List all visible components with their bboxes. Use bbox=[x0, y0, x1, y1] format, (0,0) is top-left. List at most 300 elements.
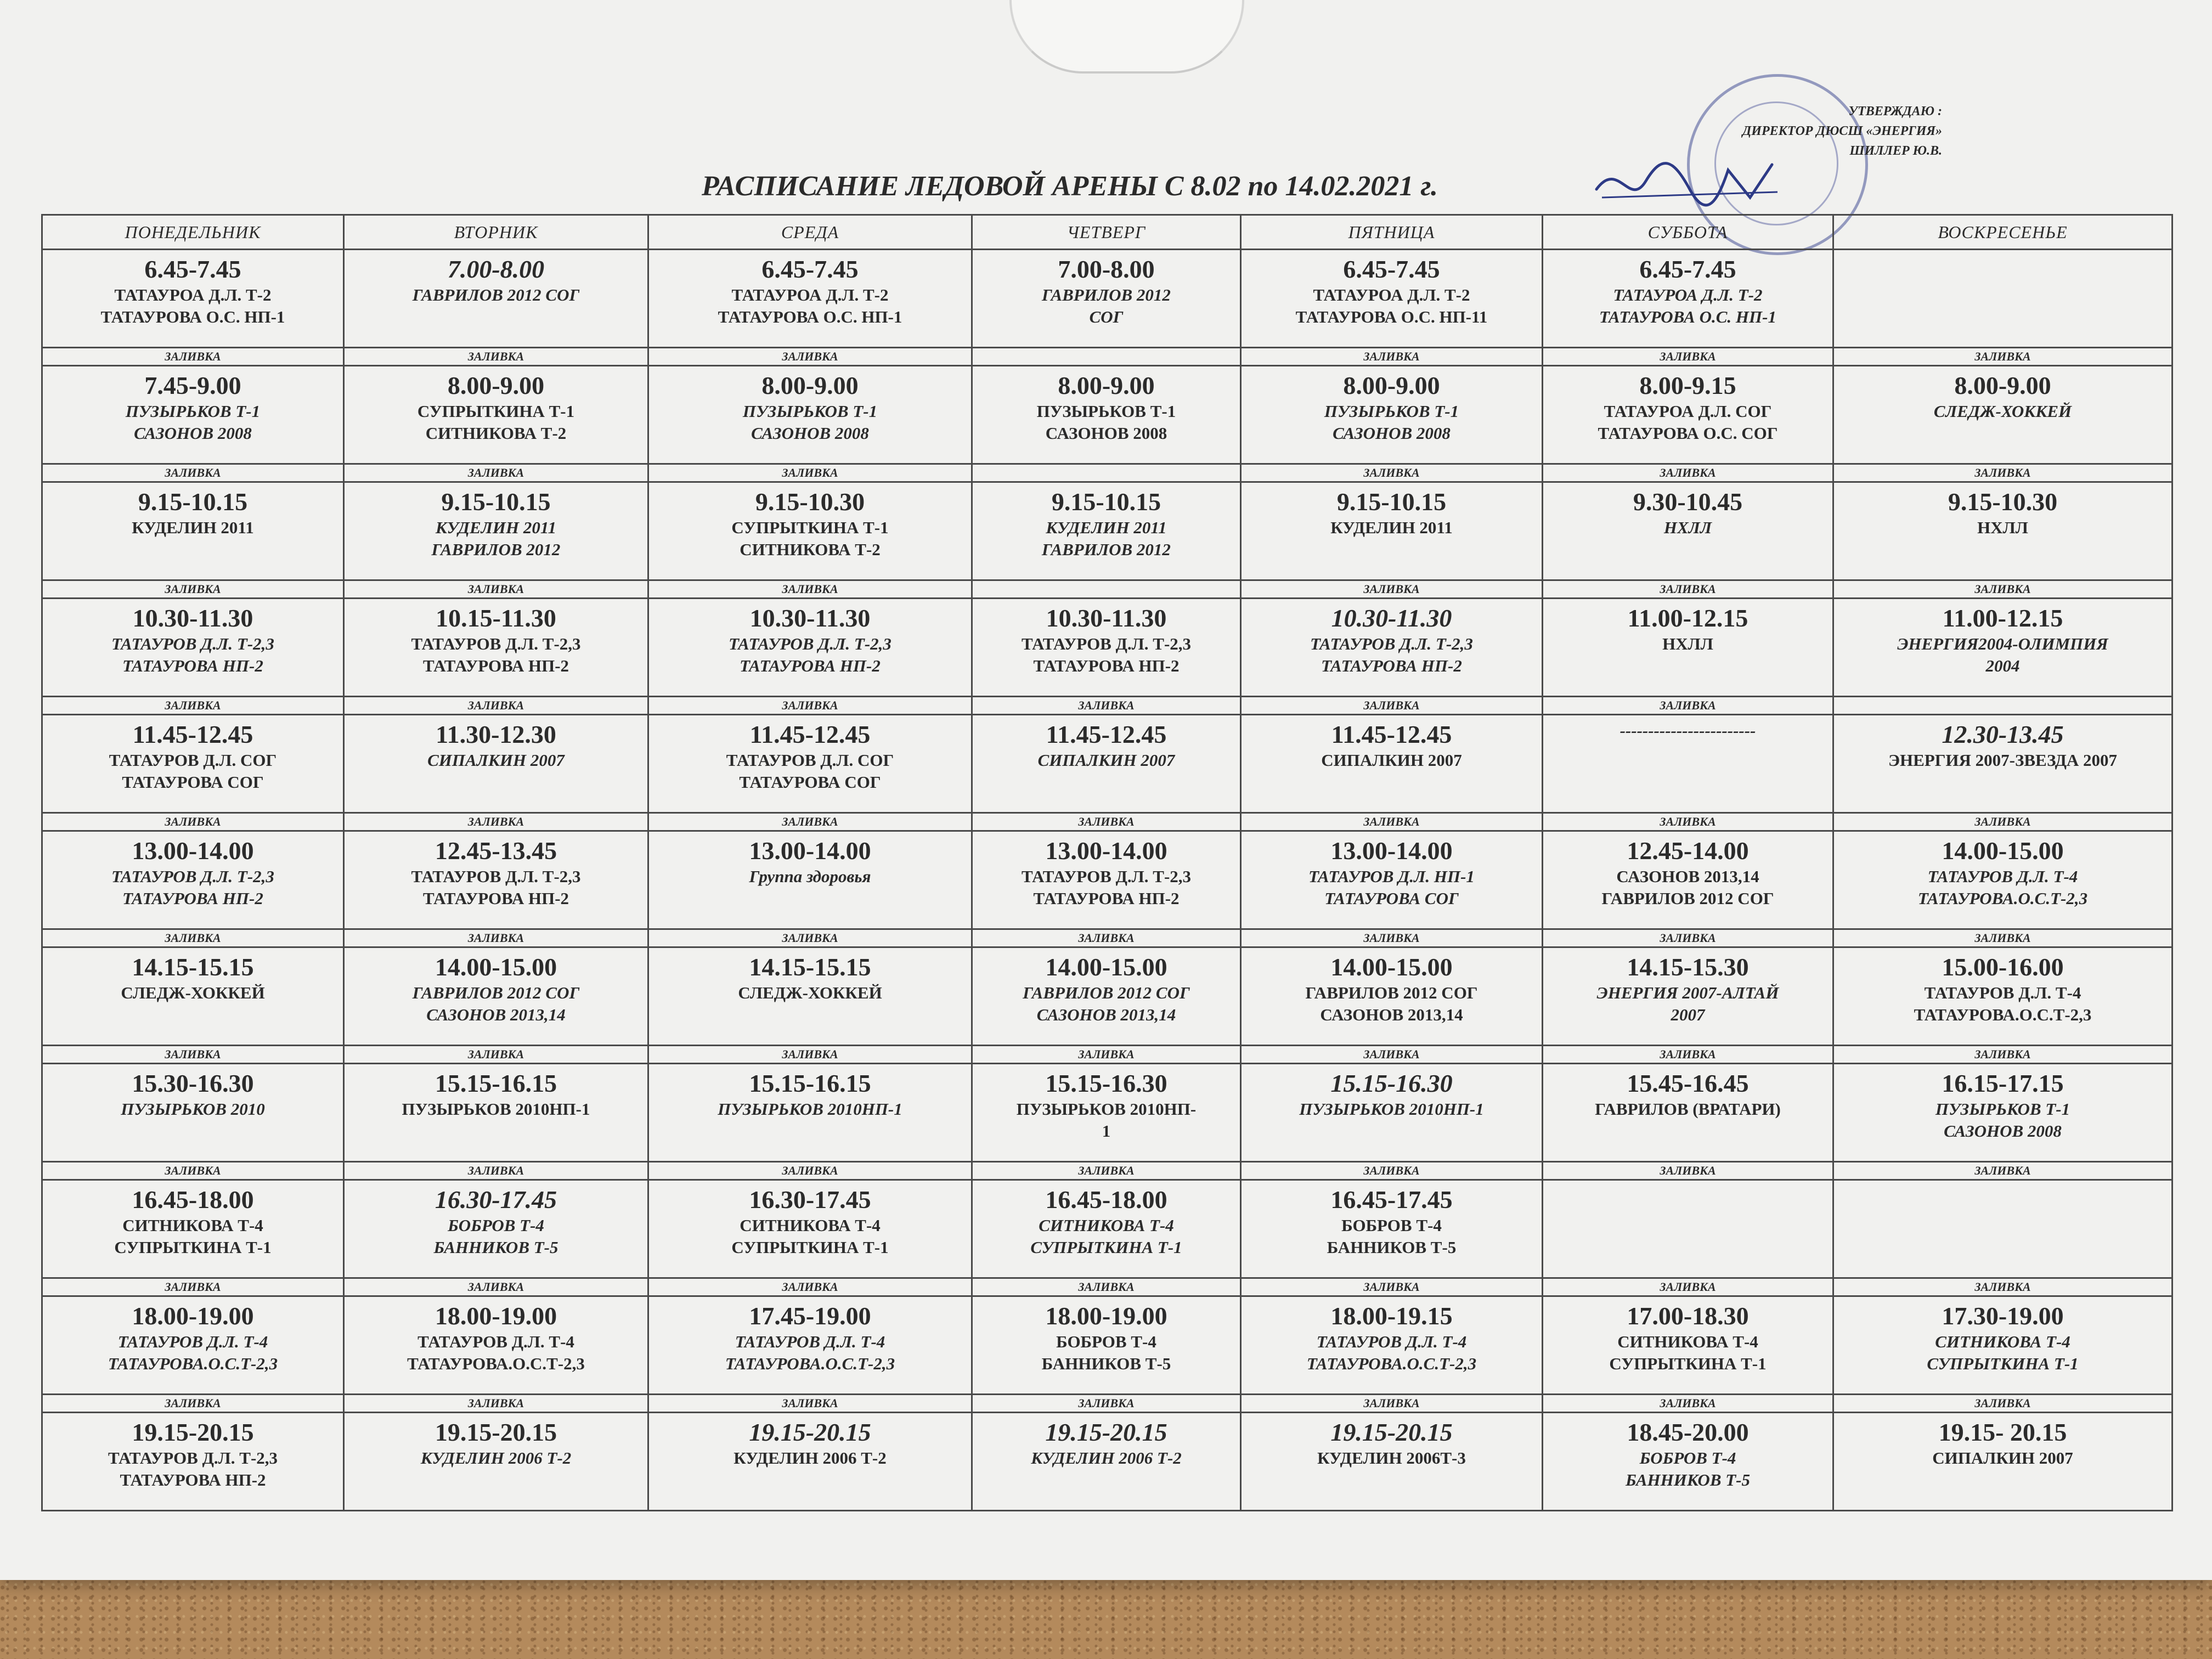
session-time: 10.30-11.30 bbox=[1046, 603, 1167, 632]
ice-fill-row bbox=[42, 1394, 2172, 1412]
schedule-cell bbox=[1543, 598, 1833, 696]
session-group: САЗОНОВ 2013,14 bbox=[1036, 1005, 1176, 1024]
approval-line-2: ДИРЕКТОР ДЮСШ «ЭНЕРГИЯ» bbox=[1742, 124, 1942, 138]
schedule-cell bbox=[344, 482, 648, 580]
session-time: 17.45-19.00 bbox=[749, 1301, 871, 1330]
ice-fill-label: ЗАЛИВКА bbox=[1543, 1394, 1833, 1412]
day-header: ВТОРНИК bbox=[344, 215, 648, 250]
session-group: ТАТАУРОВ Д.Л. Т-2,3 bbox=[411, 866, 581, 886]
session-time: 19.15-20.15 bbox=[1330, 1418, 1453, 1446]
ice-fill-row bbox=[42, 813, 2172, 831]
session-group: САЗОНОВ 2013,14 bbox=[1320, 1005, 1463, 1024]
ice-fill-label: ЗАЛИВКА bbox=[1543, 813, 1833, 831]
session-group: ТАТАУРОВА НП-2 bbox=[120, 1470, 266, 1489]
schedule-cell bbox=[344, 365, 648, 464]
session-group: БОБРОВ Т-4 bbox=[1341, 1215, 1442, 1235]
ice-fill-label: ЗАЛИВКА bbox=[1833, 348, 2172, 366]
session-group: ТАТАУРОВ Д.Л. Т-4 bbox=[117, 1331, 268, 1351]
session-group: КУДЕЛИН 2011 bbox=[435, 517, 557, 537]
ice-fill-label: ЗАЛИВКА bbox=[344, 1278, 648, 1296]
schedule-cell bbox=[42, 1296, 344, 1394]
schedule-cell bbox=[344, 1063, 648, 1161]
schedule-cell bbox=[1543, 1296, 1833, 1394]
session-time: 19.15-20.15 bbox=[1045, 1418, 1167, 1446]
session-group: БАННИКОВ Т-5 bbox=[1625, 1470, 1751, 1489]
session-time: 11.45-12.45 bbox=[749, 720, 871, 748]
schedule-cell bbox=[972, 1412, 1241, 1510]
ice-fill-label: ЗАЛИВКА bbox=[1241, 1278, 1543, 1296]
approval-line-1: УТВЕРЖДАЮ : bbox=[1848, 104, 1942, 119]
ice-fill-row bbox=[42, 348, 2172, 366]
ice-fill-label: ЗАЛИВКА bbox=[1241, 348, 1543, 366]
schedule-cell bbox=[1543, 947, 1833, 1045]
schedule-cell bbox=[972, 1180, 1241, 1278]
session-group: ГАВРИЛОВ 2012 СОГ bbox=[412, 285, 580, 304]
session-group: СОГ bbox=[1089, 307, 1124, 326]
session-time: 10.30-11.30 bbox=[1331, 603, 1452, 632]
ice-fill-label: ЗАЛИВКА bbox=[648, 697, 972, 715]
session-time: 10.30-11.30 bbox=[132, 603, 253, 632]
session-time: 7.45-9.00 bbox=[144, 371, 241, 399]
time-slot-row bbox=[42, 598, 2172, 696]
session-group: ГАВРИЛОВ 2012 bbox=[431, 539, 561, 559]
ice-fill-label bbox=[972, 348, 1241, 366]
schedule-cell bbox=[648, 598, 972, 696]
schedule-cell bbox=[344, 947, 648, 1045]
session-group: ТАТАУРОВА.О.С.Т-2,3 bbox=[1306, 1353, 1477, 1373]
ice-fill-label: ЗАЛИВКА bbox=[972, 1045, 1241, 1063]
ice-fill-label: ЗАЛИВКА bbox=[42, 1278, 344, 1296]
session-group: ТАТАУРОВА НП-2 bbox=[122, 656, 263, 675]
ice-fill-row bbox=[42, 1045, 2172, 1063]
schedule-cell bbox=[1833, 1296, 2172, 1394]
schedule-cell bbox=[42, 947, 344, 1045]
day-header: ЧЕТВЕРГ bbox=[972, 215, 1241, 250]
session-group: БАННИКОВ Т-5 bbox=[1327, 1237, 1457, 1257]
session-group: СУПРЫТКИНА Т-1 bbox=[417, 401, 575, 421]
session-time: 13.00-14.00 bbox=[1045, 836, 1167, 865]
session-group: ТАТАУРОА Д.Л. Т-2 bbox=[114, 285, 272, 304]
ice-fill-label: ЗАЛИВКА bbox=[1543, 697, 1833, 715]
ice-fill-label: ЗАЛИВКА bbox=[1241, 697, 1543, 715]
session-time: 18.00-19.15 bbox=[1330, 1301, 1453, 1330]
time-slot-row bbox=[42, 1296, 2172, 1394]
ice-fill-label: ЗАЛИВКА bbox=[972, 929, 1241, 947]
session-group: ТАТАУРОВ Д.Л. Т-4 bbox=[735, 1331, 885, 1351]
session-group: ТАТАУРОВА СОГ bbox=[122, 772, 264, 792]
schedule-cell bbox=[1543, 1063, 1833, 1161]
ice-fill-label: ЗАЛИВКА bbox=[1241, 929, 1543, 947]
ice-fill-label: ЗАЛИВКА bbox=[42, 580, 344, 599]
session-group: БОБРОВ Т-4 bbox=[448, 1215, 544, 1235]
schedule-cell bbox=[42, 714, 344, 812]
approval-block bbox=[1602, 101, 1942, 195]
session-group: ГАВРИЛОВ 2012 СОГ bbox=[1023, 983, 1190, 1002]
session-group: ТАТАУРОВ Д.Л. Т-2,3 bbox=[1021, 866, 1192, 886]
session-group: САЗОНОВ 2008 bbox=[751, 423, 869, 443]
ice-fill-label: ЗАЛИВКА bbox=[1241, 464, 1543, 482]
schedule-cell bbox=[1241, 250, 1543, 348]
ice-fill-label bbox=[1833, 697, 2172, 715]
ice-fill-label: ЗАЛИВКА bbox=[972, 1161, 1241, 1180]
session-time: 12.30-13.45 bbox=[1942, 720, 2064, 748]
schedule-cell bbox=[972, 365, 1241, 464]
schedule-table bbox=[41, 214, 2173, 1511]
schedule-cell bbox=[1543, 250, 1833, 348]
session-group: ЭНЕРГИЯ 2007-АЛТАЙ bbox=[1596, 983, 1779, 1002]
session-time: 8.00-9.00 bbox=[761, 371, 859, 399]
session-group: ТАТАУРОВА О.С. НП-1 bbox=[718, 307, 902, 326]
session-group: ТАТАУРОВ Д.Л. Т-2,3 bbox=[108, 1448, 278, 1468]
session-time: 19.15-20.15 bbox=[435, 1418, 557, 1446]
session-time: 11.45-12.45 bbox=[1331, 720, 1452, 748]
session-group: САЗОНОВ 2013,14 bbox=[426, 1005, 566, 1024]
session-group: КУДЕЛИН 2006 Т-2 bbox=[1031, 1448, 1182, 1468]
session-group: Группа здоровья bbox=[749, 866, 871, 886]
session-group: СИПАЛКИН 2007 bbox=[1037, 750, 1175, 770]
ice-fill-label: ЗАЛИВКА bbox=[1833, 580, 2172, 599]
session-group: ТАТАУРОВА О.С. НП-1 bbox=[1599, 307, 1776, 326]
ice-fill-label: ЗАЛИВКА bbox=[1543, 1161, 1833, 1180]
session-group: СУПРЫТКИНА Т-1 bbox=[731, 1237, 889, 1257]
ice-fill-label: ЗАЛИВКА bbox=[648, 1278, 972, 1296]
session-group: ТАТАУРОВА О.С. СОГ bbox=[1598, 423, 1778, 443]
schedule-cell bbox=[972, 482, 1241, 580]
schedule-cell bbox=[648, 1063, 972, 1161]
schedule-cell bbox=[1241, 831, 1543, 929]
day-header-row bbox=[42, 215, 2172, 250]
session-group: БОБРОВ Т-4 bbox=[1056, 1331, 1156, 1351]
session-time: 7.00-8.00 bbox=[447, 255, 545, 283]
ice-fill-label: ЗАЛИВКА bbox=[344, 1045, 648, 1063]
ice-fill-label: ЗАЛИВКА bbox=[1241, 580, 1543, 599]
ice-fill-label: ЗАЛИВКА bbox=[344, 813, 648, 831]
session-time: 14.00-15.00 bbox=[435, 952, 557, 981]
ice-fill-label bbox=[972, 580, 1241, 599]
schedule-cell bbox=[344, 1412, 648, 1510]
schedule-cell bbox=[1241, 1063, 1543, 1161]
time-slot-row bbox=[42, 1412, 2172, 1510]
session-time: 8.00-9.15 bbox=[1639, 371, 1736, 399]
session-time: 8.00-9.00 bbox=[1343, 371, 1440, 399]
session-time: 10.15-11.30 bbox=[436, 603, 556, 632]
session-group: 2007 bbox=[1671, 1005, 1705, 1024]
session-time: 19.15-20.15 bbox=[132, 1418, 254, 1446]
day-header: ПОНЕДЕЛЬНИК bbox=[42, 215, 344, 250]
ice-fill-label: ЗАЛИВКА bbox=[344, 464, 648, 482]
time-slot-row bbox=[42, 1180, 2172, 1278]
session-group: ЭНЕРГИЯ 2007-ЗВЕЗДА 2007 bbox=[1888, 750, 2118, 770]
session-time: 18.00-19.00 bbox=[435, 1301, 557, 1330]
ice-fill-label: ЗАЛИВКА bbox=[1833, 1278, 2172, 1296]
session-group: КУДЕЛИН 2011 bbox=[132, 517, 254, 537]
ice-fill-row bbox=[42, 929, 2172, 947]
session-time: 19.15-20.15 bbox=[749, 1418, 871, 1446]
session-group: СИТНИКОВА Т-2 bbox=[425, 423, 567, 443]
session-time: 16.45-18.00 bbox=[132, 1185, 254, 1214]
schedule-cell bbox=[1241, 1180, 1543, 1278]
ice-fill-row bbox=[42, 464, 2172, 482]
session-group: САЗОНОВ 2008 bbox=[134, 423, 252, 443]
ice-fill-label: ЗАЛИВКА bbox=[1543, 1045, 1833, 1063]
session-group: ТАТАУРОВА НП-2 bbox=[1033, 888, 1180, 908]
schedule-cell bbox=[1543, 1412, 1833, 1510]
session-group: НХЛЛ bbox=[1662, 634, 1713, 653]
ice-fill-label: ЗАЛИВКА bbox=[42, 1045, 344, 1063]
session-group: СИТНИКОВА Т-2 bbox=[740, 539, 881, 559]
ice-fill-label: ЗАЛИВКА bbox=[1543, 348, 1833, 366]
schedule-cell bbox=[1833, 1412, 2172, 1510]
session-group: ТАТАУРОВА О.С. НП-1 bbox=[100, 307, 285, 326]
schedule-cell bbox=[648, 714, 972, 812]
ice-fill-label: ЗАЛИВКА bbox=[42, 813, 344, 831]
schedule-cell bbox=[648, 482, 972, 580]
session-time: 15.45-16.45 bbox=[1627, 1069, 1749, 1097]
session-group: СУПРЫТКИНА Т-1 bbox=[1030, 1237, 1182, 1257]
ice-fill-label: ЗАЛИВКА bbox=[648, 929, 972, 947]
schedule-cell bbox=[648, 1296, 972, 1394]
ice-fill-label: ЗАЛИВКА bbox=[1241, 1161, 1543, 1180]
ice-fill-label: ЗАЛИВКА bbox=[1543, 464, 1833, 482]
session-group: ТАТАУРОВА.О.С.Т-2,3 bbox=[725, 1353, 895, 1373]
ice-fill-row bbox=[42, 1278, 2172, 1296]
session-time: 12.45-13.45 bbox=[435, 836, 557, 865]
session-group: ТАТАУРОВА СОГ bbox=[1324, 888, 1459, 908]
session-group: СИТНИКОВА Т-4 bbox=[122, 1215, 263, 1235]
day-header: СУББОТА bbox=[1543, 215, 1833, 250]
ice-fill-label: ЗАЛИВКА bbox=[42, 697, 344, 715]
session-time: 11.00-12.15 bbox=[1627, 603, 1748, 632]
ice-fill-label: ЗАЛИВКА bbox=[648, 813, 972, 831]
ice-fill-label: ЗАЛИВКА bbox=[1833, 1045, 2172, 1063]
session-group: ТАТАУРОВ Д.Л. Т-2,3 bbox=[411, 634, 581, 653]
session-time: 9.15-10.30 bbox=[1948, 487, 2058, 516]
schedule-cell bbox=[1833, 365, 2172, 464]
session-time: 18.45-20.00 bbox=[1627, 1418, 1749, 1446]
session-time: 16.30-17.45 bbox=[749, 1185, 871, 1214]
schedule-cell bbox=[972, 598, 1241, 696]
session-time: 15.15-16.15 bbox=[435, 1069, 557, 1097]
session-group: БАННИКОВ Т-5 bbox=[1041, 1353, 1171, 1373]
session-time: 6.45-7.45 bbox=[1639, 255, 1736, 283]
ice-fill-label bbox=[972, 464, 1241, 482]
ice-fill-label: ЗАЛИВКА bbox=[1833, 1394, 2172, 1412]
session-group: ТАТАУРОВА НП-2 bbox=[1033, 656, 1180, 675]
schedule-cell bbox=[344, 831, 648, 929]
ice-fill-label: ЗАЛИВКА bbox=[1833, 1161, 2172, 1180]
session-time: 11.45-12.45 bbox=[132, 720, 253, 748]
session-time: 14.00-15.00 bbox=[1045, 952, 1167, 981]
schedule-cell bbox=[1833, 1180, 2172, 1278]
schedule-cell bbox=[344, 1296, 648, 1394]
session-time: 6.45-7.45 bbox=[761, 255, 859, 283]
session-time: 15.15-16.30 bbox=[1330, 1069, 1453, 1097]
schedule-cell bbox=[648, 1180, 972, 1278]
session-group: ТАТАУРОВ Д.Л. Т-2,3 bbox=[111, 634, 274, 653]
ice-fill-label: ЗАЛИВКА bbox=[1241, 1394, 1543, 1412]
session-group: ТАТАУРОВ Д.Л. Т-2,3 bbox=[1021, 634, 1192, 653]
schedule-cell bbox=[1833, 598, 2172, 696]
session-group: ПУЗЫРЬКОВ Т-1 bbox=[1036, 401, 1176, 421]
session-group: ------------------------ bbox=[1620, 720, 1756, 740]
session-time: 11.00-12.15 bbox=[1942, 603, 2063, 632]
session-group: ТАТАУРОВА.О.С.Т-2,3 bbox=[407, 1353, 585, 1373]
ice-fill-label: ЗАЛИВКА bbox=[344, 580, 648, 599]
schedule-cell bbox=[1833, 831, 2172, 929]
time-slot-row bbox=[42, 947, 2172, 1045]
session-group: ПУЗЫРЬКОВ 2010 bbox=[121, 1099, 265, 1119]
session-group: ГАВРИЛОВ 2012 bbox=[1042, 285, 1171, 304]
session-time: 13.00-14.00 bbox=[1330, 836, 1453, 865]
schedule-cell bbox=[42, 1412, 344, 1510]
session-group: ТАТАУРОВ Д.Л. Т-2,3 bbox=[111, 866, 274, 886]
session-group: ТАТАУРОА Д.Л. Т-2 bbox=[1613, 285, 1763, 304]
session-time: 19.15- 20.15 bbox=[1938, 1418, 2067, 1446]
session-group: СУПРЫТКИНА Т-1 bbox=[731, 517, 889, 537]
session-group: САЗОНОВ 2008 bbox=[1944, 1121, 2062, 1141]
session-group: ТАТАУРОВ Д.Л. Т-4 bbox=[1924, 983, 2081, 1002]
approval-line-3: ШИЛЛЕР Ю.В. bbox=[1849, 144, 1942, 158]
day-header: ПЯТНИЦА bbox=[1241, 215, 1543, 250]
session-group: СИПАЛКИН 2007 bbox=[427, 750, 565, 770]
session-group: НХЛЛ bbox=[1977, 517, 2028, 537]
session-group: ТАТАУРОВА О.С. НП-11 bbox=[1295, 307, 1488, 326]
session-time: 15.00-16.00 bbox=[1942, 952, 2064, 981]
ice-fill-label: ЗАЛИВКА bbox=[972, 697, 1241, 715]
session-time: 16.30-17.45 bbox=[435, 1185, 557, 1214]
ice-fill-row bbox=[42, 697, 2172, 715]
time-slot-row bbox=[42, 365, 2172, 464]
session-group: ТАТАУРОА Д.Л. СОГ bbox=[1604, 401, 1772, 421]
session-time: 9.15-10.15 bbox=[441, 487, 551, 516]
ice-fill-label: ЗАЛИВКА bbox=[648, 580, 972, 599]
schedule-cell bbox=[648, 365, 972, 464]
session-time: 15.15-16.30 bbox=[1045, 1069, 1167, 1097]
schedule-cell bbox=[344, 714, 648, 812]
session-group: ТАТАУРОА Д.Л. Т-2 bbox=[731, 285, 889, 304]
ice-fill-label: ЗАЛИВКА bbox=[1543, 1278, 1833, 1296]
session-group: ПУЗЫРЬКОВ Т-1 bbox=[125, 401, 261, 421]
session-group: ТАТАУРОВА НП-2 bbox=[740, 656, 881, 675]
schedule-cell bbox=[972, 1063, 1241, 1161]
schedule-cell bbox=[1543, 365, 1833, 464]
schedule-cell bbox=[1833, 250, 2172, 348]
day-header: ВОСКРЕСЕНЬЕ bbox=[1833, 215, 2172, 250]
session-group: ПУЗЫРЬКОВ 2010НП-1 bbox=[718, 1099, 902, 1119]
session-time: 18.00-19.00 bbox=[132, 1301, 254, 1330]
schedule-cell bbox=[1241, 598, 1543, 696]
session-group: ГАВРИЛОВ 2012 СОГ bbox=[412, 983, 580, 1002]
session-group: БОБРОВ Т-4 bbox=[1639, 1448, 1736, 1468]
time-slot-row bbox=[42, 831, 2172, 929]
ice-fill-label: ЗАЛИВКА bbox=[648, 1045, 972, 1063]
ice-fill-label: ЗАЛИВКА bbox=[648, 1394, 972, 1412]
schedule-cell bbox=[972, 250, 1241, 348]
ice-fill-label: ЗАЛИВКА bbox=[648, 464, 972, 482]
schedule-cell bbox=[1241, 714, 1543, 812]
schedule-cell bbox=[344, 250, 648, 348]
session-time: 6.45-7.45 bbox=[1343, 255, 1440, 283]
session-group: ТАТАУРОВА НП-2 bbox=[122, 888, 263, 908]
schedule-cell bbox=[1833, 1063, 2172, 1161]
schedule-cell bbox=[1543, 831, 1833, 929]
session-group: ТАТАУРОВ Д.Л. Т-4 bbox=[1927, 866, 2078, 886]
session-time: 17.30-19.00 bbox=[1942, 1301, 2064, 1330]
schedule-cell bbox=[1241, 365, 1543, 464]
ice-fill-label: ЗАЛИВКА bbox=[648, 1161, 972, 1180]
session-group: ТАТАУРОВ Д.Л. СОГ bbox=[726, 750, 894, 770]
schedule-cell bbox=[42, 250, 344, 348]
session-time: 14.15-15.30 bbox=[1627, 952, 1749, 981]
schedule-cell bbox=[1543, 714, 1833, 812]
session-group: ПУЗЫРЬКОВ 2010НП-1 bbox=[402, 1099, 590, 1119]
sleeve-tab bbox=[1009, 0, 1244, 74]
page-title: РАСПИСАНИЕ ЛЕДОВОЙ АРЕНЫ С 8.02 по 14.02.2021 г. bbox=[702, 171, 1438, 202]
session-group: ПУЗЫРЬКОВ Т-1 bbox=[742, 401, 878, 421]
session-time: 16.15-17.15 bbox=[1942, 1069, 2064, 1097]
schedule-cell bbox=[42, 598, 344, 696]
ice-fill-label: ЗАЛИВКА bbox=[42, 464, 344, 482]
session-group: СУПРЫТКИНА Т-1 bbox=[1609, 1353, 1767, 1373]
session-group: СИТНИКОВА Т-4 bbox=[1039, 1215, 1174, 1235]
schedule-cell bbox=[1241, 1296, 1543, 1394]
session-time: 9.15-10.15 bbox=[1336, 487, 1447, 516]
session-time: 16.45-17.45 bbox=[1330, 1185, 1453, 1214]
time-slot-row bbox=[42, 1063, 2172, 1161]
session-time: 11.30-12.30 bbox=[436, 720, 556, 748]
schedule-cell bbox=[648, 831, 972, 929]
session-group: ТАТАУРОВ Д.Л. Т-2,3 bbox=[1310, 634, 1473, 653]
schedule-cell bbox=[42, 1063, 344, 1161]
session-group: ТАТАУРОВА НП-2 bbox=[1321, 656, 1462, 675]
schedule-cell bbox=[1241, 482, 1543, 580]
session-time: 14.00-15.00 bbox=[1330, 952, 1453, 981]
session-time: 14.00-15.00 bbox=[1942, 836, 2064, 865]
schedule-cell bbox=[1241, 947, 1543, 1045]
session-time: 12.45-14.00 bbox=[1627, 836, 1749, 865]
session-group: ТАТАУРОВА.О.С.Т-2,3 bbox=[1917, 888, 2088, 908]
session-group: ТАТАУРОВ Д.Л. СОГ bbox=[109, 750, 277, 770]
schedule-cell bbox=[1543, 482, 1833, 580]
schedule-cell bbox=[42, 482, 344, 580]
schedule-cell bbox=[648, 947, 972, 1045]
ice-fill-label: ЗАЛИВКА bbox=[1241, 813, 1543, 831]
session-group: ТАТАУРОА Д.Л. Т-2 bbox=[1313, 285, 1470, 304]
ice-fill-label: ЗАЛИВКА bbox=[42, 1394, 344, 1412]
session-time: 9.30-10.45 bbox=[1633, 487, 1743, 516]
ice-fill-label: ЗАЛИВКА bbox=[344, 929, 648, 947]
session-group: ТАТАУРОВА.О.С.Т-2,3 bbox=[1914, 1005, 2092, 1024]
ice-fill-label: ЗАЛИВКА bbox=[1543, 929, 1833, 947]
schedule-cell bbox=[972, 714, 1241, 812]
session-time: 14.15-15.15 bbox=[132, 952, 254, 981]
schedule-cell bbox=[42, 1180, 344, 1278]
session-group: ПУЗЫРЬКОВ 2010НП- bbox=[1016, 1099, 1197, 1119]
time-slot-row bbox=[42, 482, 2172, 580]
schedule-cell bbox=[1833, 714, 2172, 812]
session-time: 7.00-8.00 bbox=[1058, 255, 1155, 283]
session-group: 2004 bbox=[1985, 656, 2020, 675]
session-group: КУДЕЛИН 2006 Т-2 bbox=[420, 1448, 572, 1468]
ice-fill-label: ЗАЛИВКА bbox=[1833, 464, 2172, 482]
schedule-cell bbox=[42, 831, 344, 929]
session-group: НХЛЛ bbox=[1663, 517, 1712, 537]
ice-fill-label: ЗАЛИВКА bbox=[648, 348, 972, 366]
session-group: СЛЕДЖ-ХОККЕЙ bbox=[1933, 401, 2072, 421]
ice-fill-row bbox=[42, 1161, 2172, 1180]
session-group: ЭНЕРГИЯ2004-ОЛИМПИЯ bbox=[1897, 634, 2108, 653]
session-group: 1 bbox=[1102, 1121, 1111, 1141]
